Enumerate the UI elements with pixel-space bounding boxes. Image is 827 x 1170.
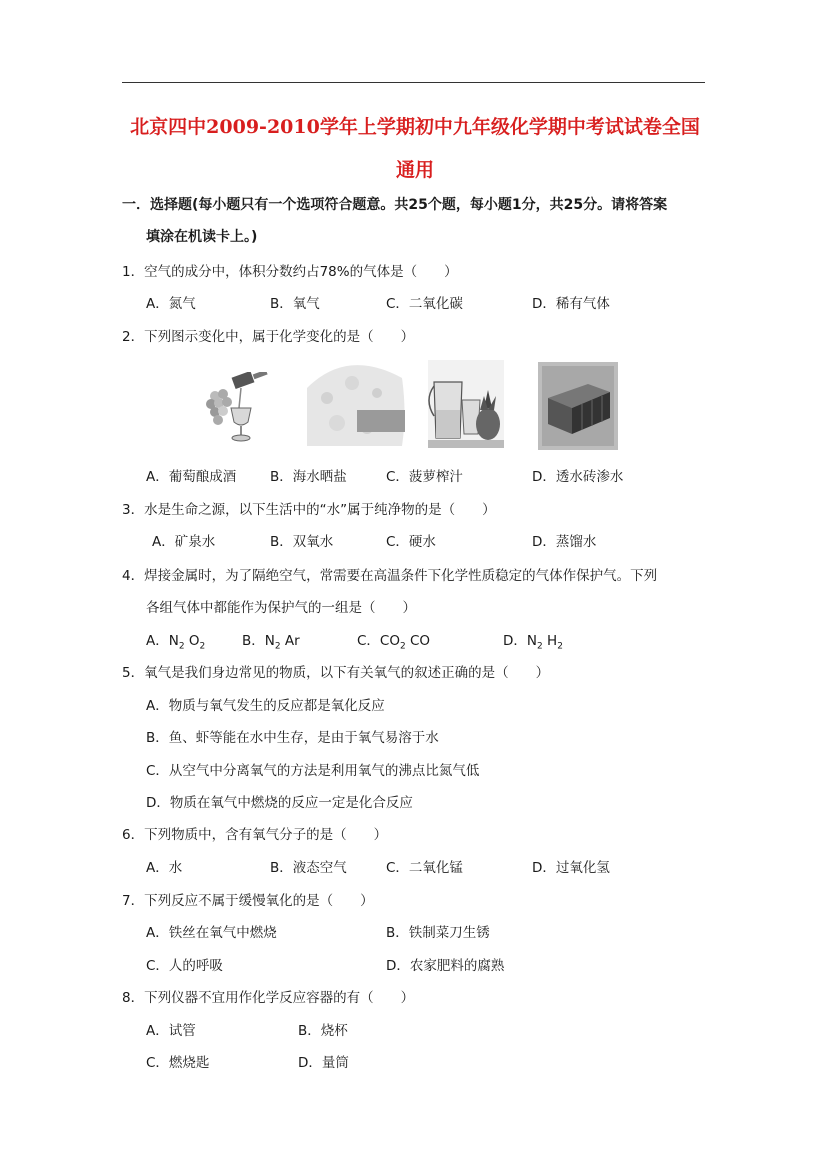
- question-8-option-c: C．燃烧匙: [146, 1055, 210, 1071]
- question-2-option-b: B．海水晒盐: [270, 469, 347, 485]
- question-5-option-b: B．鱼、虾等能在水中生存，是由于氧气易溶于水: [146, 730, 439, 746]
- question-5-option-c: C．从空气中分离氧气的方法是利用氧气的沸点比氮气低: [146, 763, 480, 779]
- question-2-option-a: A．葡萄酿成酒: [146, 469, 237, 485]
- sea-salt-image: [307, 358, 407, 446]
- question-1-option-b: B．氧气: [270, 296, 320, 312]
- question-1-option-c: C．二氧化碳: [386, 296, 463, 312]
- question-2-option-d: D．透水砖渗水: [532, 469, 624, 485]
- question-4-option-c: C．$CO_2$ CO: [357, 633, 431, 652]
- question-6-stem: 6．下列物质中，含有氧气分子的是（ ）: [122, 827, 388, 843]
- section-heading: 一．选择题(每小题只有一个选项符合题意。共25个题，每小题1分，共25分。请将答案: [122, 197, 668, 213]
- question-5-stem: 5．氧气是我们身边常见的物质，以下有关氧气的叙述正确的是（ ）: [122, 665, 550, 681]
- question-3-option-d: D．蒸馏水: [532, 534, 597, 550]
- question-4-option-d: D．$N_2$ $H_2$: [503, 633, 563, 652]
- question-8-stem: 8．下列仪器不宜用作化学反应容器的有（ ）: [122, 990, 415, 1006]
- question-3-option-c: C．硬水: [386, 534, 436, 550]
- question-8-option-d: D．量筒: [298, 1055, 349, 1071]
- question-6-option-a: A．水: [146, 860, 183, 876]
- header-rule: [122, 82, 705, 83]
- question-3-option-a: A．矿泉水: [152, 534, 216, 550]
- question-7-option-c: C．人的呼吸: [146, 958, 223, 974]
- section-heading-continued: 填涂在机读卡上。): [146, 229, 258, 245]
- question-3-option-b: B．双氧水: [270, 534, 334, 550]
- question-6-option-c: C．二氧化锰: [386, 860, 463, 876]
- question-4-option-a: A．$N_2$ $O_2$: [146, 633, 206, 652]
- page-title-continued: 通用: [395, 159, 434, 181]
- question-7-option-d: D．农家肥料的腐熟: [386, 958, 505, 974]
- question-1-option-d: D．稀有气体: [532, 296, 610, 312]
- question-6-option-d: D．过氧化氢: [532, 860, 610, 876]
- question-7-option-a: A．铁丝在氧气中燃烧: [146, 925, 277, 941]
- question-2-option-c: C．菠萝榨汁: [386, 469, 463, 485]
- question-1-option-a: A．氮气: [146, 296, 196, 312]
- question-6-option-b: B．液态空气: [270, 860, 347, 876]
- question-5-option-a: A．物质与氧气发生的反应都是氧化反应: [146, 698, 385, 714]
- question-5-option-d: D．物质在氧气中燃烧的反应一定是化合反应: [146, 795, 413, 811]
- question-8-option-a: A．试管: [146, 1023, 196, 1039]
- question-1-stem: 1．空气的成分中，体积分数约占78%的气体是（ ）: [122, 264, 458, 280]
- pineapple-juice-image: [428, 360, 504, 448]
- question-4-option-b: B．$N_2$ Ar: [242, 633, 300, 652]
- question-4-stem: 4．焊接金属时，为了隔绝空气，常需要在高温条件下化学性质稳定的气体作保护气。下列: [122, 568, 658, 584]
- question-8-option-b: B．烧杯: [298, 1023, 348, 1039]
- page-title: 北京四中2009-2010学年上学期初中九年级化学期中考试试卷全国: [130, 116, 700, 138]
- question-4-stem-continued: 各组气体中都能作为保护气的一组是（ ）: [146, 600, 416, 616]
- question-2-stem: 2．下列图示变化中，属于化学变化的是（ ）: [122, 329, 415, 345]
- question-7-option-b: B．铁制菜刀生锈: [386, 925, 490, 941]
- permeable-brick-image: [538, 362, 618, 450]
- grape-wine-image: [203, 372, 273, 444]
- question-3-stem: 3．水是生命之源，以下生活中的“水”属于纯净物的是（ ）: [122, 502, 496, 518]
- question-7-stem: 7．下列反应不属于缓慢氧化的是（ ）: [122, 893, 374, 909]
